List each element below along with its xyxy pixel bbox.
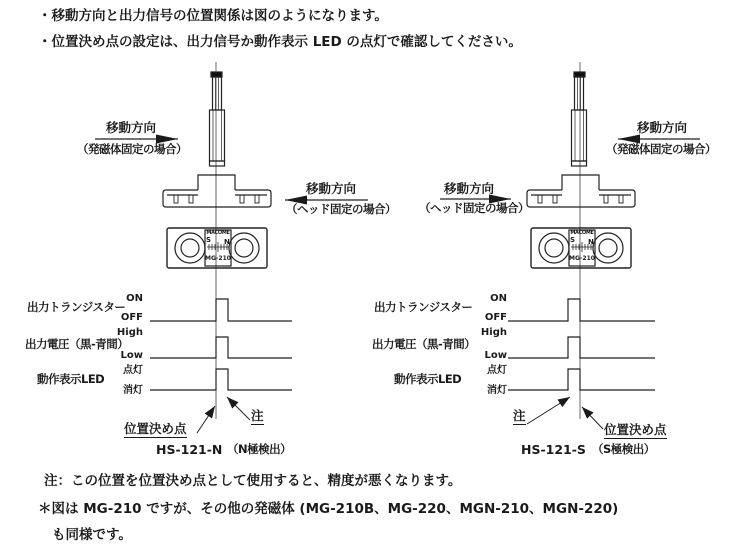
left-output-voltage-label: 出力電圧（黒-青間） — [25, 337, 129, 351]
left-note-arrow — [227, 397, 250, 420]
right-head-fixed-label: （ヘッド固定の場合） — [419, 201, 529, 215]
right-on-label: ON — [490, 293, 507, 304]
left-magnet-model: MG-210 — [205, 255, 231, 262]
left-magnet-south-label: S — [206, 236, 212, 244]
left-magnet-brand: MACOME — [206, 230, 230, 236]
left-lit-label: 点灯 — [123, 365, 143, 376]
right-magnet-fixed-label: （発磁体固定の場合） — [606, 142, 716, 156]
left-operation-led-label: 動作表示LED — [37, 372, 105, 386]
left-signal-voltage — [150, 337, 292, 358]
left-note-ref-label: 注 — [251, 409, 264, 425]
bullet-move-direction: ・移動方向と出力信号の位置関係は図のようになります。 — [38, 8, 388, 24]
left-low-label: Low — [120, 350, 143, 361]
left-output-transistor-label: 出力トランジスター — [27, 300, 126, 314]
right-low-label: Low — [484, 350, 507, 361]
right-magnet-north-label: N — [588, 238, 594, 246]
left-rod-sleeve — [210, 110, 225, 161]
right-signal-voltage — [508, 337, 655, 358]
right-signal-transistor — [508, 299, 655, 321]
right-magnet-south-label: S — [570, 236, 576, 244]
right-magnet-hole-left — [539, 233, 569, 263]
right-output-voltage-label: 出力電圧（黒-青間） — [372, 337, 476, 351]
right-rod-cap — [574, 72, 585, 77]
right-unlit-label: 消灯 — [487, 385, 507, 396]
right-positioning-point-arrow — [582, 407, 603, 429]
right-rod-upper-shaft — [575, 77, 584, 110]
right-operation-led-label: 動作表示LED — [394, 372, 462, 386]
left-on-label: ON — [126, 293, 143, 304]
left-move-direction-label-2: 移動方向 — [306, 181, 357, 196]
right-move-direction-label-2: 移動方向 — [444, 181, 495, 196]
right-high-label: High — [480, 327, 507, 338]
note-accuracy: 注：この位置を位置決め点として使用すると、精度が悪くなります。 — [44, 473, 462, 489]
right-note-ref-label: 注 — [513, 409, 526, 425]
left-signal-transistor — [150, 299, 292, 321]
right-off-label: OFF — [484, 312, 507, 323]
left-signal-led — [150, 369, 292, 390]
right-magnet-model: MG-210 — [569, 255, 595, 262]
left-high-label: High — [116, 327, 143, 338]
right-output-transistor-label: 出力トランジスター — [374, 300, 473, 314]
left-head-fixed-label: （ヘッド固定の場合） — [286, 202, 396, 216]
right-magnet-hole-right — [593, 233, 623, 263]
right-note-arrow — [527, 397, 570, 424]
right-lit-label: 点灯 — [487, 365, 507, 376]
right-rod-band — [572, 161, 587, 166]
left-positioning-point-label: 位置決め点 — [124, 422, 187, 438]
right-magnet-brand: MACOME — [570, 230, 594, 236]
right-model-label: HS-121-S — [521, 442, 586, 457]
left-unlit-label: 消灯 — [123, 385, 143, 396]
note-other-magnets-cont: も同様です。 — [52, 527, 132, 543]
left-move-direction-label-1: 移動方向 — [106, 120, 157, 135]
left-magnet-fixed-label: （発磁体固定の場合） — [77, 142, 187, 156]
left-rod-upper-shaft — [213, 77, 222, 110]
right-detection-label: （S極検出） — [592, 442, 655, 456]
left-model-label: HS-121-N — [156, 442, 223, 457]
left-bracket-block — [198, 175, 235, 190]
left-rod-cap — [211, 72, 222, 77]
right-positioning-point-label: 位置決め点 — [604, 423, 667, 439]
left-detection-label: （N極検出） — [227, 442, 292, 456]
right-rod-sleeve — [572, 110, 587, 161]
right-signal-led — [508, 369, 655, 390]
left-rod-band — [210, 161, 225, 166]
bullet-positioning-setting: ・位置決め点の設定は、出力信号か動作表示 LED の点灯で確認してください。 — [38, 34, 522, 50]
left-magnet-hole-left — [175, 233, 205, 263]
left-magnet-hole-right — [229, 233, 259, 263]
note-other-magnets: ＊図は MG-210 ですが、その他の発磁体 (MG-210B、MG-220、MGN-210、MGN-220) — [38, 501, 619, 517]
right-move-direction-label-1: 移動方向 — [637, 120, 688, 135]
left-off-label: OFF — [120, 312, 143, 323]
right-bracket-block — [562, 175, 599, 190]
left-positioning-point-arrow — [197, 406, 215, 433]
left-magnet-north-label: N — [224, 238, 230, 246]
